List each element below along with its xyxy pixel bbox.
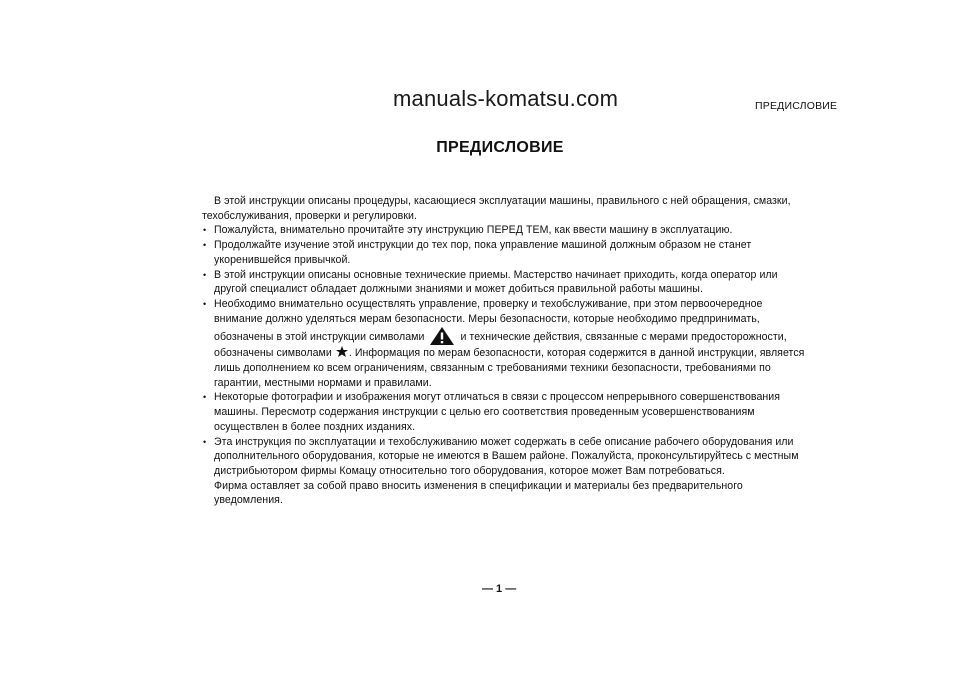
warning-triangle-icon (429, 326, 455, 346)
safety-text-part2: и технические действия, связанные с мерами предосторожности, обозначены символами (214, 331, 787, 360)
bullet-item-3: • В этой инструкции описаны основные технические приемы. Мастерство начинает приходить, когда оператор или другой специалист обладает должными знаниями и может добиться правильной работы машины. (202, 268, 812, 297)
bullet-item-6: • Эта инструкция по эксплуатации и техобслуживанию может содержать в себе описание рабочего оборудования или дополнительного оборудования, которые не имеются в Вашем районе. Пожалуйста, проконсультируйтесь с местным дистрибьютором фирмы Комацу относительно того оборудования, которое может Вам потребоваться. (202, 435, 812, 479)
running-header: ПРЕДИСЛОВИЕ (755, 100, 838, 112)
safety-text-part3: . Информация по мерам безопасности, которая содержится в данной инструкции, является лишь дополнением ко всем ограничениям, связанным с требованиями техники безопасности, требованиями по гарантии, местными нормами и правилами. (214, 347, 805, 389)
page-number: — 1 — (482, 583, 517, 595)
star-icon (336, 346, 348, 357)
bullet-item-safety (202, 297, 812, 391)
closing-paragraph: Фирма оставляет за собой право вносить изменения в спецификации и материалы без предварительного уведомления. (214, 479, 743, 507)
page-title: ПРЕДИСЛОВИЕ (436, 139, 564, 156)
bullet-item-2: • Продолжайте изучение этой инструкции до тех пор, пока управление машиной должным образом не станет укоренившейся привычкой. (202, 238, 812, 267)
bullet-item-5: • Некоторые фотографии и изображения могут отличаться в связи с процессом непрерывного совершенствования машины. Пересмотр содержания инструкции с целью его соответствия проведенным усовершенствованиям осуществлен в более поздних изданиях. (202, 390, 812, 434)
intro-paragraph: В этой инструкции описаны процедуры, касающиеся эксплуатации машины, правильного с ней обращения, смазки, техобслуживания, проверки и регулировки. (202, 195, 791, 222)
foreword-body (202, 194, 812, 508)
safety-text-part1: Необходимо внимательно осуществлять управление, проверку и техобслуживание, при этом первоочередное внимание должно уделяться мерам безопасности. Меры безопасности, которые необходимо предпринимать, обозначены в этой инструкции символами (214, 297, 763, 344)
bullet-item-1: • Пожалуйста, внимательно прочитайте эту инструкцию ПЕРЕД ТЕМ, как ввести машину в эксплуатацию. (202, 223, 812, 238)
site-url: manuals-komatsu.com (393, 86, 619, 111)
